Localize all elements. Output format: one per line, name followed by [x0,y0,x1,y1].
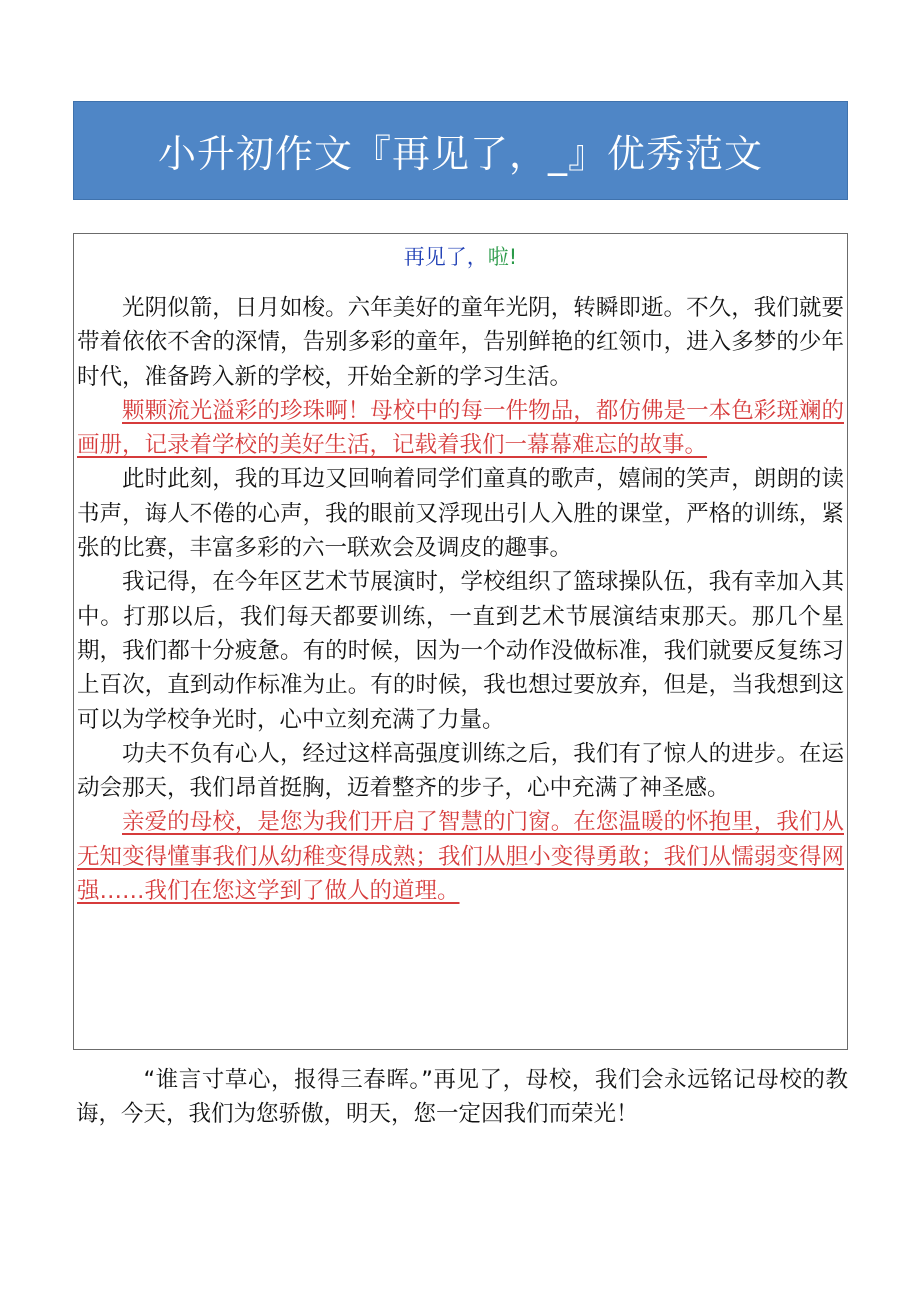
essay-paragraph-5: 功夫不负有心人，经过这样高强度训练之后，我们有了惊人的进步。在运动会那天，我们昂首挺胸，迈着整齐的步子，心中充满了神圣感。 [77,740,844,802]
essay-paragraph-4: 我记得，在今年区艺术节展演时，学校组织了篮球操队伍，我有幸加入其中。打那以后，我们每天都要训练，一直到艺术节展演结束那天。那几个星期，我们都十分疲惫。有的时候，因为一个动作没做标准，我们就要反复练习上百次，直到动作标准为止。有的时候，我也想过要放弃，但是，当我想到这可以为学校争光时，心中立刻充满了力量。 [77,569,844,733]
essay-title-blank: 啦! [487,245,518,269]
title-banner [73,101,848,200]
essay-paragraph-6-highlight [77,805,844,908]
document-title: 小升初作文『再见了，_』优秀范文 [157,132,763,176]
essay-paragraph-2-highlight [77,394,844,463]
essay-title-main: 再见了， [403,245,488,269]
closing-paragraph: “谁言寸草心，报得三春晖。”再见了，母校，我们会永远铭记母校的教诲，今天，我们为您骄傲，明天，您一定因我们而荣光！ [76,1067,848,1128]
essay-paragraph-1: 光阴似箭，日月如梭。六年美好的童年光阴，转瞬即逝。不久，我们就要带着依依不舍的深情，告别多彩的童年，告别鲜艳的红领巾，进入多梦的少年时代，准备跨入新的学校，开始全新的学习生活。 [77,295,844,390]
essay-title [77,242,844,272]
highlight-text-1: 颗颗流光溢彩的珍珠啊！母校中的每一件物品，都仿佛是一本色彩斑斓的画册，记录着学校的美好生活，记载着我们一幕幕难忘的故事。 [77,397,844,459]
essay-paragraph-3: 此时此刻，我的耳边又回响着同学们童真的歌声，嬉闹的笑声，朗朗的读书声，诲人不倦的心声，我的眼前又浮现出引人入胜的课堂，严格的训练，紧张的比赛，丰富多彩的六一联欢会及调皮的趣事。 [77,466,844,562]
highlight-text-2: 亲爱的母校，是您为我们开启了智慧的门窗。在您温暖的怀抱里，我们从无知变得懂事我们从幼稚变得成熟；我们从胆小变得勇敢；我们从懦弱变得网强……我们在您这学到了做人的道理。 [77,809,844,905]
essay-box [73,233,848,1050]
